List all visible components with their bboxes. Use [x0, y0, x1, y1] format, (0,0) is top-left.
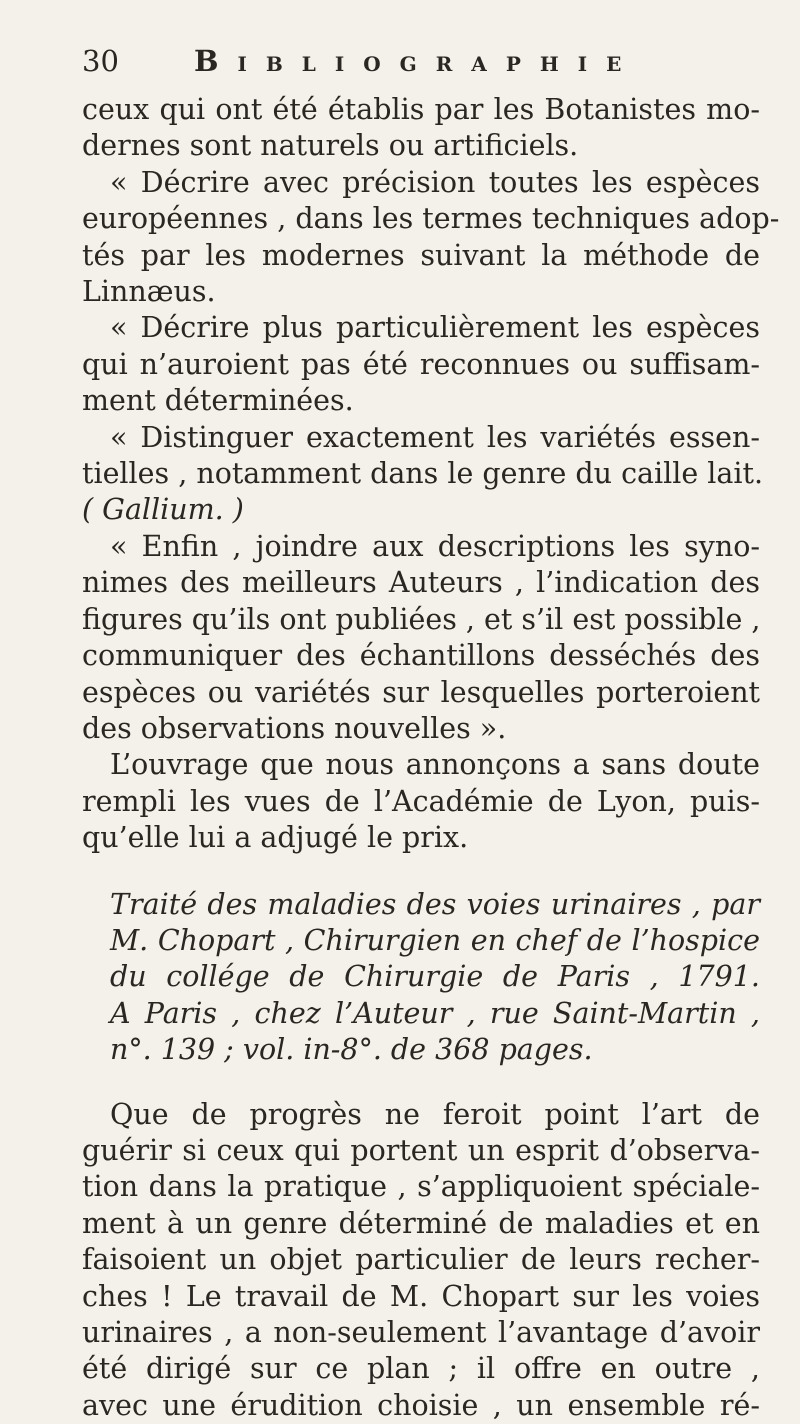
text-line: guérir si ceux qui portent un esprit d’observa-: [82, 1133, 760, 1167]
text-line: faisoient un objet particulier de leurs recher-: [82, 1243, 760, 1277]
paragraph: [82, 529, 760, 747]
text-line: Que de progrès ne feroit point l’art de: [110, 1097, 760, 1131]
text-line: qu’elle lui a adjugé le prix.: [82, 821, 469, 855]
section-spacer: [82, 857, 760, 887]
text-line: ches ! Le travail de M. Chopart sur les voies: [82, 1279, 760, 1313]
text-line: qui n’auroient pas été reconnues ou suffisam-: [82, 347, 760, 381]
paragraph: [82, 747, 760, 856]
text-line: du collége de Chirurgie de Paris , 1791.: [110, 960, 760, 994]
text-line: nimes des meilleurs Auteurs , l’indication des: [82, 566, 760, 600]
text-line: rempli les vues de l’Académie de Lyon, puis-: [82, 784, 760, 818]
text-line: M. Chopart , Chirurgien en chef de l’hospice: [110, 923, 760, 957]
text-line: tielles , notamment dans le genre du caille lait.: [82, 457, 764, 491]
text-line: L’ouvrage que nous annonçons a sans doute: [110, 748, 760, 782]
text-line: européennes , dans les termes techniques adop-: [82, 202, 780, 236]
text-line: ceux qui ont été établis par les Botanistes mo-: [82, 93, 760, 126]
page-header: [82, 40, 752, 92]
text-line: urinaires , a non-seulement l’avantage d’avoir: [82, 1316, 760, 1349]
text-line: dernes sont naturels ou artificiels.: [82, 129, 579, 163]
text-line: « Décrire plus particulièrement les espèces: [110, 311, 760, 345]
text-line: « Enfin , joindre aux descriptions les syno-: [110, 529, 760, 563]
text-line: A Paris , chez l’Auteur , rue Saint-Martin ,: [110, 996, 760, 1030]
text-line: tion dans la pratique , s’appliquoient spéciale-: [82, 1170, 760, 1204]
page-number: 30: [82, 44, 119, 78]
text-line: ( Gallium. ): [82, 493, 244, 527]
text-line: ment déterminées.: [82, 384, 354, 418]
paragraph: [82, 92, 760, 165]
book-entry: [82, 887, 760, 1069]
text-line: Traité des maladies des voies urinaires , par: [110, 887, 760, 921]
text-line: avec une érudition choisie , un ensemble ré-: [82, 1388, 760, 1422]
text-line: « Distinguer exactement les variétés essen-: [110, 420, 760, 454]
section-spacer: [82, 1069, 760, 1097]
paragraph: [82, 310, 760, 419]
paragraph: [82, 1097, 760, 1424]
paragraph: [82, 420, 764, 529]
text-line: figures qu’ils ont publiées , et s’il est possible ,: [82, 602, 761, 636]
running-title: Bibliographie: [194, 44, 641, 78]
text-line: n°. 139 ; vol. in-8°. de 368 pages.: [110, 1033, 593, 1067]
text-line: été dirigé sur ce plan ; il offre en outre ,: [82, 1352, 760, 1386]
text-line: communiquer des échantillons desséchés des: [82, 639, 760, 673]
text-line: espèces ou variétés sur lesquelles porteroient: [82, 675, 760, 709]
text-line: « Décrire avec précision toutes les espèces: [110, 165, 760, 199]
text-line: ment à un genre déterminé de maladies et en: [82, 1206, 760, 1240]
text-line: des observations nouvelles ».: [82, 711, 507, 745]
text-line: tés par les modernes suivant la méthode de: [82, 238, 760, 272]
paragraph: [82, 165, 780, 311]
body-text: [82, 92, 780, 1424]
text-line: Linnæus.: [82, 275, 216, 309]
